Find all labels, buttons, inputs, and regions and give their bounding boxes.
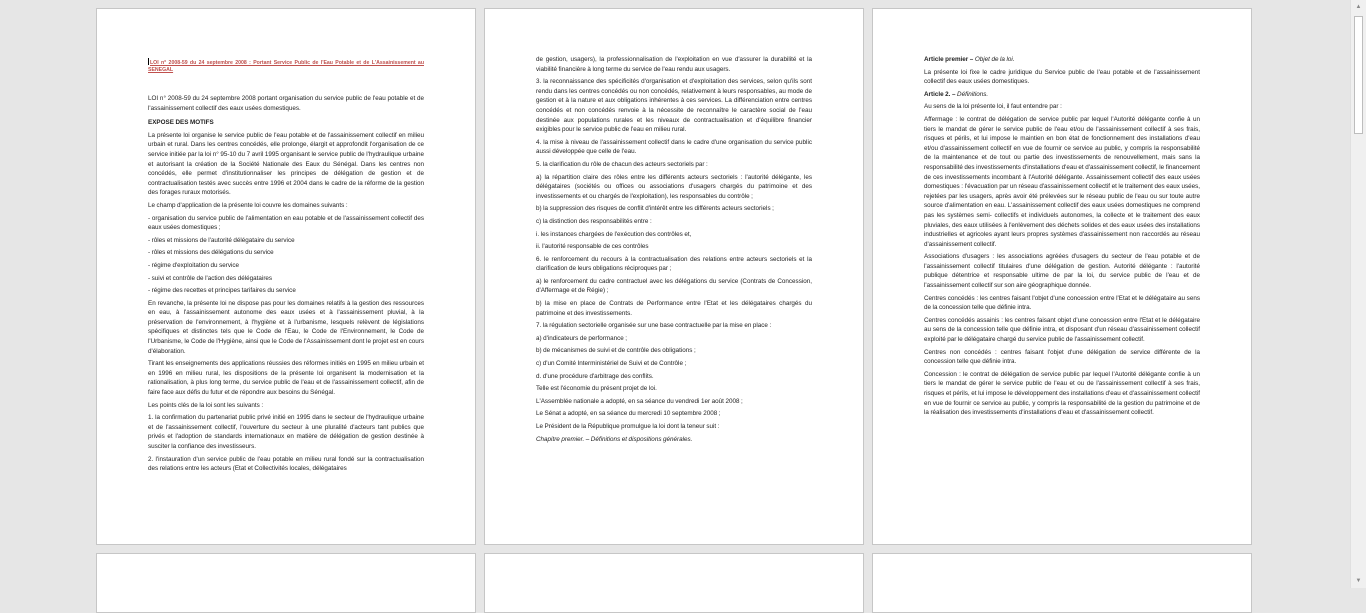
document-page-6 xyxy=(872,553,1252,613)
paragraph: 5. la clarification du rôle de chacun des acteurs sectoriels par : xyxy=(536,160,708,168)
paragraph: Centres concédés : les centres faisant l'objet d'une concession entre l'Etat et le délégataire au sens de la concession telle que définie intra. xyxy=(924,294,1200,312)
scroll-up-icon[interactable]: ▲ xyxy=(1355,4,1362,10)
paragraph: Concession : le contrat de délégation de service public par lequel l'Autorité délégante confie à un tiers le mandat de gérer le service public de l'eau et ou de l'assainissement collectif à ses frais, risques et périls, et lui impose le développement des installations d'eau et d'assainissement collectif en vue de fournir ce service au public, y compris la responsabilité de la gestion du patrimoine et de la réalisation des investissements d'installations d'eau et d'assainissement collectif. xyxy=(924,370,1200,417)
article-2-heading xyxy=(924,90,1200,100)
paragraph: - rôles et missions des délégations du service xyxy=(148,249,274,257)
paragraph: 4. la mise à niveau de l'assainissement collectif dans le cadre d'une organisation du service public aussi développée que celle de l'eau. xyxy=(536,138,812,156)
paragraph: Au sens de la loi présente loi, il faut entendre par : xyxy=(924,103,1062,111)
article-1-label: Article premier – xyxy=(924,56,974,63)
paragraph: c) d'un Comité Interministériel de Suivi et de Contrôle ; xyxy=(536,360,687,368)
text-cursor xyxy=(148,58,149,65)
paragraph: d. d'une procédure d'arbitrage des conflits. xyxy=(536,372,654,380)
paragraph: Le Président de la République promulgue la loi dont la teneur suit : xyxy=(536,423,720,430)
paragraph: b) la mise en place de Contrats de Performance entre l'Etat et les délégataires chargés du patrimoine et des investissements. xyxy=(536,300,812,317)
paragraph: 3. la reconnaissance des spécificités d'organisation et d'exploitation des services, selon qu'ils sont rendu dans les centres concédés ou non concédés, relativement à leurs responsables, au mode de gestion et à la nature et aux obligations inhérentes à ces services. La différenciation entre centres concédés et non concédés renvoie à la nécessite de reconnaître le caractère social de l'eau destinée aux populations rurales et les niveaux de contractualisation et d'équilibre financier exigibles pour le service public de l'eau en milieu rural. xyxy=(536,78,812,134)
scroll-down-icon[interactable]: ▼ xyxy=(1355,578,1362,584)
paragraph: b) de mécanismes de suivi et de contrôle des obligations ; xyxy=(536,347,696,355)
paragraph: b) la suppression des risques de conflit d'intérêt entre les différents acteurs sectoriels ; xyxy=(536,205,774,213)
paragraph: 2. l'instauration d'un service public de l'eau potable en milieu rural fondé sur la contractualisation des relations entre les acteurs (Etat et Collectivités locales, délégataires xyxy=(148,455,424,473)
paragraph: Les points clés de la loi sont les suivants : xyxy=(148,401,264,409)
article-1-heading xyxy=(924,55,1200,65)
document-page-3 xyxy=(872,8,1252,545)
paragraph: - régime des recettes et principes tarifaires du service xyxy=(148,287,296,295)
scrollbar-thumb[interactable] xyxy=(1354,16,1363,134)
paragraph: i. les instances chargées de l'exécution des contrôles et, xyxy=(536,230,692,238)
article-2-label: Article 2. – xyxy=(924,90,956,98)
vertical-scrollbar[interactable] xyxy=(1350,0,1366,588)
page-1-body xyxy=(148,58,424,477)
article-1-title: Objet de la loi. xyxy=(974,56,1015,63)
paragraph: Affermage : le contrat de délégation de service public par lequel l'Autorité délégante confie à un tiers le mandat de gérer le service public de l'eau et/ou de l'assainissement collectif à ses frais, risques et périls, et lui impose le maintien en bon état de fonctionnement des installations d'eau et/ou d'assainissement collectif en vue de fournir ce service au public, y compris la responsabilité de la maintenance et de tout ou partie des investissements de renouvellement, mais sans la responsabilité des investissements d'installations d'eau et d'assainissement collectif, le financement de ces investissements incombant à l'Autorité délégante. Assainissement collectif des eaux usées domestiques : l'évacuation par un réseau d'assainissement collectif et le traitement des eaux usées, rejetées par les usagers, après avoir été prélevées sur le réseau public de l'eau ou sur toute autre source d'alimentation en eau. L'assainissement collectif des eaux usées domestiques ne comprend pas les systèmes semi- collectifs et individuels autonomes, la collecte et le traitement des eaux pluviales, des eaux utilisées à l'enlèvement des déchets solides et des eaux usées des installations industrielles et agricoles ayant leurs propres systèmes d'assainissement non raccordés au réseau d'assainissement collectif. xyxy=(924,115,1200,248)
article-2-title: Définitions. xyxy=(957,90,989,98)
paragraph: 7. la régulation sectorielle organisée sur une base contractuelle par la mise en place : xyxy=(536,322,772,330)
paragraph: Le Sénat a adopté, en sa séance du mercredi 10 septembre 2008 ; xyxy=(536,410,721,418)
paragraph: a) le renforcement du cadre contractuel avec les délégations du service (Contrats de Concession, d'Affermage et de Régie) ; xyxy=(536,277,812,295)
paragraph: Tirant les enseignements des applications réussies des réformes initiés en 1995 en milieu urbain et en 1996 en milieu rural, les dispositions de la présente loi organisent la modernisation et la rationalisation, à plus long terme, du service public de l'eau et de l'assainissement collectif, afin de faire face aux défis du futur et de répondre aux besoins du Sénégal. xyxy=(148,360,424,397)
document-page-5 xyxy=(484,553,864,613)
paragraph: LOI n° 2008-59 du 24 septembre 2008 portant organisation du service public de l'eau potable et de l'assainissement collectif des eaux usées domestiques. xyxy=(148,95,424,112)
document-header xyxy=(148,58,424,74)
paragraph: Centres concédés assainis : les centres faisant objet d'une concession entre l'Etat et le délégataire au sens de la concession telle que définie intra, et disposant d'un réseau d'assainissement collectif exploité par le délégataire chargé du service public de l'assainissement collectif. xyxy=(924,316,1200,344)
paragraph: - suivi et contrôle de l'action des délégataires xyxy=(148,274,273,282)
paragraph: a) d'indicateurs de performance ; xyxy=(536,334,628,342)
paragraph: EXPOSE DES MOTIFS xyxy=(148,119,214,127)
paragraph: 1. la confirmation du partenariat public privé initié en 1995 dans le secteur de l'hydraulique urbaine et de l'assainissement collectif, l'ouverture du secteur à une pluralité d'acteurs tant publics que privés et l'adoption de standards internationaux en matière de délégation de gestion destinée à susciter la confiance des investisseurs. xyxy=(148,414,424,450)
paragraph: L'Assemblée nationale a adopté, en sa séance du vendredi 1er août 2008 ; xyxy=(536,397,743,405)
paragraph: En revanche, la présente loi ne dispose pas pour les domaines relatifs à la gestion des ressources en eau, à l'assainissement autonome des eaux usées et à l'assainissement pluvial, à la préservation de l'environnement, à l'hygiène et à l'urbanisme, lesquels relèvent de législations spécifiques et distinctes tels que le Code de l'Eau, le Code de l'Environnement, le Code de l'Urbanisme, le Code de l'Hygiène, ainsi que le Code de l'Assainissement dont le projet est en cours d'élaboration. xyxy=(148,299,424,355)
document-page-1 xyxy=(96,8,476,545)
paragraph: - rôles et missions de l'autorité délégataire du service xyxy=(148,236,295,244)
paragraph: - régime d'exploitation du service xyxy=(148,261,240,269)
paragraph: La présente loi organise le service public de l'eau potable et de l'assainissement collectif en milieu urbain et rural. Dans les centres concédés, elle prolonge, élargit et approfondit l'organisation de ce service initiée par la loi n° 95-10 du 7 avril 1995 organisant le service public de l'hydraulique urbaine et autorisant la création de la Société Nationale des Eaux du Sénégal. Dans les centres non concédés, elle permet d'institutionnaliser les principes de délégation de gestion et de contractualisation testés avec succès entre 1996 et 2004 dans le cadre de la réforme de la gestion des forages ruraux motorisés. xyxy=(148,131,424,197)
paragraph: de gestion, usagers), la professionnalisation de l'exploitation en vue d'assurer la durabilité et la viabilité financière à long terme du service de l'eau rendu aux usagers. xyxy=(536,56,812,73)
header-text: LOI n° 2008-59 du 24 septembre 2008 : Portant Service Public de l'Eau Potable et de L'Assainissement au SENEGAL xyxy=(148,60,424,73)
page-3-body xyxy=(924,55,1200,421)
paragraph: Chapitre premier. – Définitions et dispositions générales. xyxy=(536,435,693,443)
document-page-2 xyxy=(484,8,864,545)
paragraph: La présente loi fixe le cadre juridique du Service public de l'eau potable et de l'assainissement collectif des eaux usées domestiques. xyxy=(924,68,1200,86)
document-page-4 xyxy=(96,553,476,613)
paragraph: Telle est l'économie du présent projet de loi. xyxy=(536,385,657,393)
paragraph: Centres non concédés : centres faisant l'objet d'une délégation de service différente de la concession telle que définie intra. xyxy=(924,348,1200,366)
paragraph: 6. le renforcement du recours à la contractualisation des relations entre acteurs sectoriels et la clarification de leurs obligations réciproques par ; xyxy=(536,255,812,273)
paragraph: Le champ d'application de la présente loi couvre les domaines suivants : xyxy=(148,201,348,209)
paragraph: a) la répartition claire des rôles entre les différents acteurs sectoriels : l'autorité délégante, les délégataires (sociétés ou offices ou associations d'usagers chargés du patrimoine et des investissements et ou chargés de l'exploitation), les responsables du contrôle ; xyxy=(536,173,812,200)
paragraph: c) la distinction des responsabilités entre : xyxy=(536,217,652,225)
paragraph: - organisation du service public de l'alimentation en eau potable et de l'assainissement collectif des eaux usées domestiques ; xyxy=(148,214,424,232)
paragraph: Associations d'usagers : les associations agréées d'usagers du secteur de l'eau potable et de l'assainissement collectif titulaires d'une délégation de gestion. Autorité délégante : l'autorité publique détentrice et responsable ultime de par la loi, du service public de l'eau et de l'assainissement collectif sur son aire géographique donnée. xyxy=(924,253,1200,290)
page-2-body xyxy=(536,55,812,447)
paragraph: ii. l'autorité responsable de ces contrôles xyxy=(536,243,649,251)
